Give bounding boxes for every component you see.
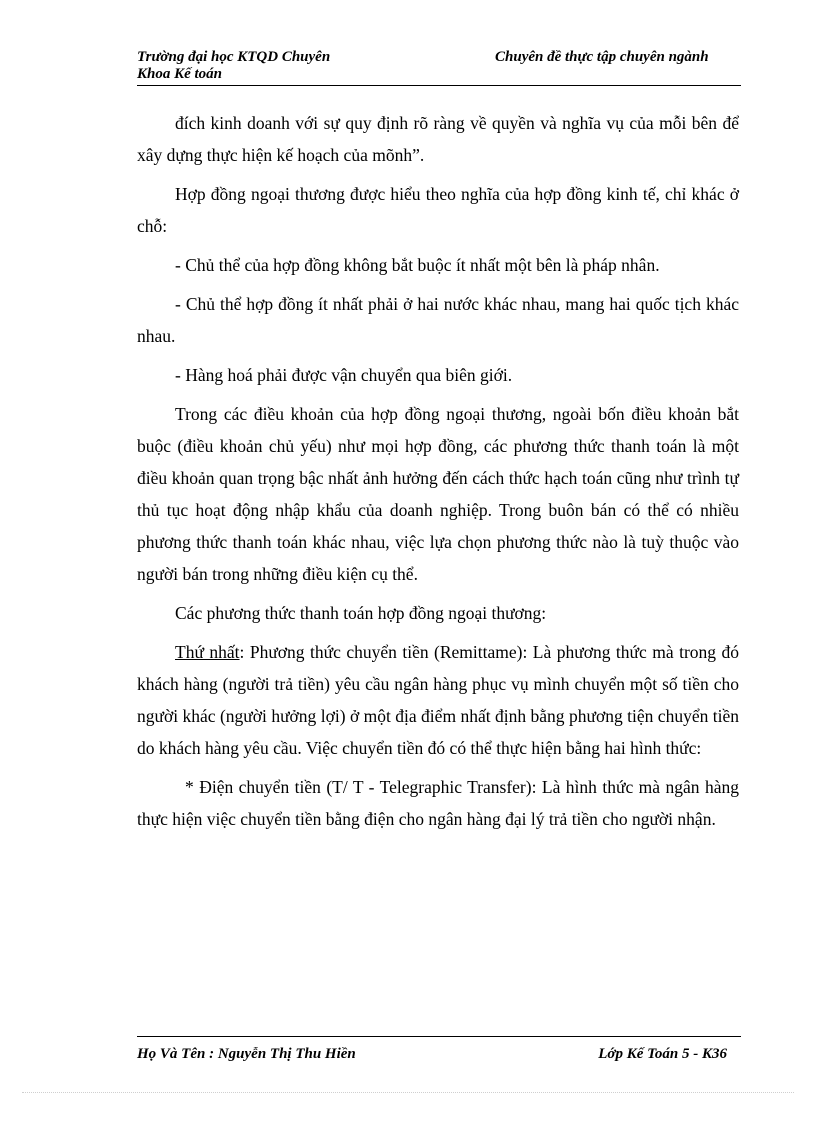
header-report-title: Chuyên đề thực tập chuyên ngành xyxy=(495,49,709,65)
paragraph-bullet-two-countries: - Chủ thể hợp đồng ít nhất phải ở hai nước khác nhau, mang hai quốc tịch khác nhau. xyxy=(137,294,739,346)
header-school-line2: Khoa Kế toán xyxy=(137,66,223,82)
page-body xyxy=(137,107,739,842)
page-header xyxy=(137,49,741,86)
paragraph-remittance xyxy=(137,636,739,764)
paragraph-contract-purpose: đích kinh doanh với sự quy định rõ ràng về quyền và nghĩa vụ của mỗi bên để xây dựng thực hiện kế hoạch của mõnh”. xyxy=(137,113,739,165)
remittance-label: Thứ nhất xyxy=(175,642,240,662)
header-school-line1: Trường đại học KTQD Chuyên xyxy=(137,49,331,65)
footer-student-name: Họ Và Tên : Nguyễn Thị Thu Hiền xyxy=(137,1046,356,1062)
footer-class: Lớp Kế Toán 5 - K36 xyxy=(598,1046,727,1062)
paragraph-bullet-border: - Hàng hoá phải được vận chuyển qua biên giới. xyxy=(175,365,513,385)
remittance-text: : Phương thức chuyển tiền (Remittame): Là phương thức mà trong đó khách hàng (người trả tiền) yêu cầu ngân hàng phục vụ mình chuyển một số tiền cho người khác (người hưởng lợi) ở một địa điểm nhất định bằng phương tiện chuyển tiền do khách hàng yêu cầu. Việc chuyển tiền đó có thể thực hiện bằng hai hình thức: xyxy=(137,642,739,758)
page-footer xyxy=(137,1036,741,1062)
paragraph-bullet-legal-entity: - Chủ thể của hợp đồng không bắt buộc ít nhất một bên là pháp nhân. xyxy=(175,255,660,275)
paragraph-telegraphic-transfer: * Điện chuyển tiền (T/ T - Telegraphic Transfer): Là hình thức mà ngân hàng thực hiện việc chuyển tiền bằng điện cho ngân hàng đại lý trả tiền cho người nhận. xyxy=(137,777,739,829)
header-school xyxy=(137,49,377,83)
paragraph-payment-methods-importance: Trong các điều khoản của hợp đồng ngoại thương, ngoài bốn điều khoản bắt buộc (điều khoản chủ yếu) như mọi hợp đồng, các phương thức thanh toán là một điều khoản quan trọng bậc nhất ảnh hưởng đến cách thức hạch toán cũng như trình tự thủ tục hoạt động nhập khẩu của doanh nghiệp. Trong buôn bán có thể có nhiều phương thức thanh toán khác nhau, việc lựa chọn phương thức nào là tuỳ thuộc vào người bán trong những điều kiện cụ thể. xyxy=(137,404,739,584)
page-bottom-divider xyxy=(22,1092,794,1093)
paragraph-foreign-trade-definition: Hợp đồng ngoại thương được hiểu theo nghĩa của hợp đồng kinh tế, chỉ khác ở chỗ: xyxy=(137,184,739,236)
paragraph-payment-methods-intro: Các phương thức thanh toán hợp đồng ngoại thương: xyxy=(175,603,547,623)
